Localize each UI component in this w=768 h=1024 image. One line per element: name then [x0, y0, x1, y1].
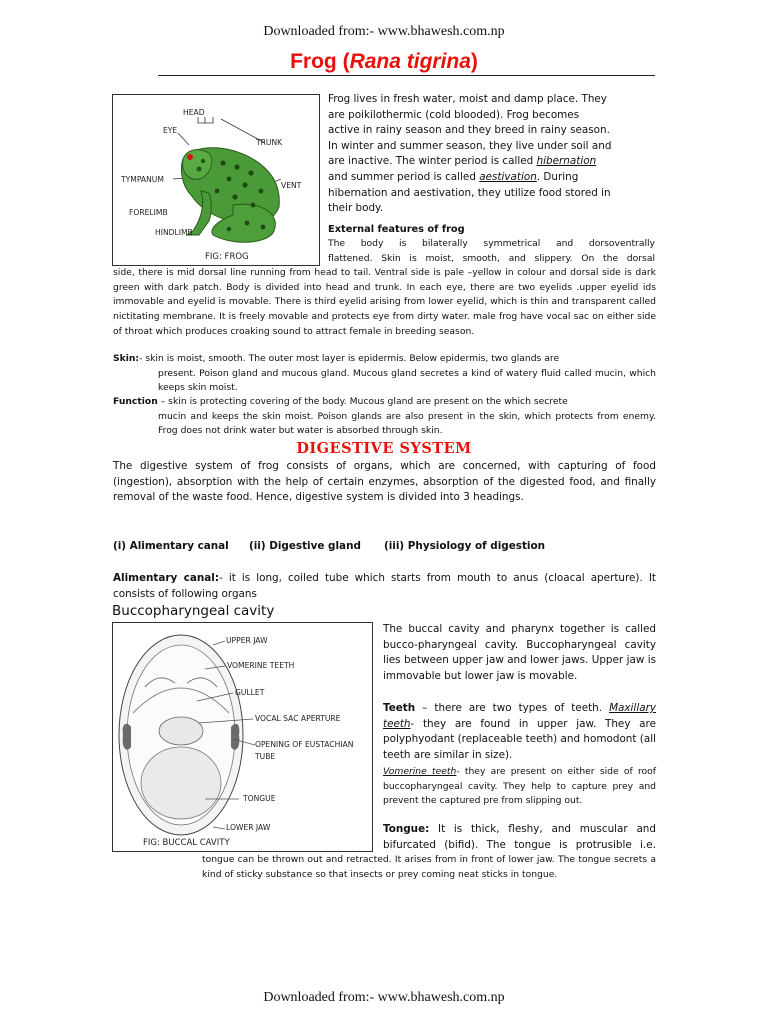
- function-paragraph: [113, 395, 656, 439]
- label-tube: TUBE: [255, 752, 276, 761]
- external-line: The body is bilaterally symmetrical and dorsoventrally: [328, 238, 655, 249]
- tongue-text: It is thick, fleshy, and muscular and: [429, 823, 656, 835]
- intro-paragraph: [328, 92, 655, 217]
- label-head: HEAD: [183, 108, 205, 117]
- term-vomerine-teeth: Vomerine teeth: [383, 766, 457, 777]
- vomerine-paragraph: [383, 765, 656, 809]
- term-maxillary-teeth: Maxillary teeth: [383, 702, 656, 730]
- skin-rest: present. Poison gland and mucous gland. Mucous gland secretes a kind of watery fluid called mucin, which keeps skin moist.: [158, 367, 656, 394]
- label-hindlimb: HINDLIMB: [155, 228, 193, 237]
- label-tympanum: TYMPANUM: [121, 175, 164, 184]
- frog-eye: [187, 154, 193, 160]
- page-footer: Downloaded from:- www.bhawesh.com.np: [263, 990, 505, 1005]
- function-rest: mucin and keeps the skin moist. Poison glands are also present in the skin, which protects from enemy. Frog does not drink water but water is absorbed through skin.: [158, 410, 656, 437]
- teeth-text: – there are two types of teeth.: [415, 702, 610, 714]
- teeth-paragraph: [383, 701, 656, 763]
- external-heading: External features of frog: [328, 224, 465, 235]
- intro-line: Frog lives in fresh water, moist and damp place. They: [328, 93, 607, 105]
- frog-tympanum: [196, 166, 201, 171]
- digestive-heading: DIGESTIVE SYSTEM: [296, 440, 472, 457]
- term-hibernation: hibernation: [536, 155, 597, 168]
- frog-figure: [112, 94, 320, 266]
- title-suffix: ): [470, 50, 478, 73]
- label-eye: EYE: [163, 126, 178, 135]
- label-forelimb: FORELIMB: [129, 208, 168, 217]
- title-species: Rana tigrina: [349, 50, 471, 73]
- bucco-heading: Buccopharyngeal cavity: [112, 603, 275, 619]
- intro-line: their body.: [328, 202, 384, 215]
- skin-label: Skin:: [113, 353, 140, 364]
- heading-alimentary: (i) Alimentary canal: [113, 540, 229, 552]
- skin-paragraph: [113, 352, 656, 396]
- tongue-line: [383, 822, 656, 838]
- label-vocal-sac: VOCAL SAC APERTURE: [255, 714, 341, 723]
- fig1-caption: FIG: FROG: [205, 252, 249, 262]
- intro-line: In winter and summer season, they live under soil and: [328, 139, 612, 152]
- digestive-paragraph: The digestive system of frog consists of organs, which are concerned, with capturing of food (ingestion), absorption with the help of certain enzymes, absorption of the digested food, and finally removal of the waste food. Hence, digestive system is divided into 3 headings.: [113, 460, 656, 504]
- external-line: flattened. Skin is moist, smooth, and slippery. On the dorsal: [328, 253, 655, 264]
- intro-line: . During: [536, 170, 579, 183]
- alimentary-paragraph: [113, 571, 656, 602]
- intro-line: and summer period is called: [328, 170, 480, 183]
- intro-line: are poikilothermic (cold blooded). Frog becomes: [328, 108, 580, 121]
- label-upper-jaw: UPPER JAW: [226, 636, 268, 645]
- skin-first-line: - skin is moist, smooth. The outer most layer is epidermis. Below epidermis, two glands are: [139, 353, 560, 364]
- tongue-label: Tongue:: [383, 823, 430, 835]
- bucco-paragraph: The buccal cavity and pharynx together is called bucco-pharyngeal cavity. Buccopharyngeal cavity lies between upper jaw and lower jaws. Upper jaw is immovable but lower jaw is movable.: [383, 623, 656, 682]
- heading-digestive-gland: (ii) Digestive gland: [249, 540, 361, 552]
- title-prefix: Frog (: [290, 50, 350, 73]
- label-lower-jaw: LOWER JAW: [226, 823, 271, 832]
- external-paragraph: side, there is mid dorsal line running from head to tail. Ventral side is pale –yellow in colour and dorsal side is dark green with dark patch. Body is divided into head and trunk. In each eye, there are two eyelids .upper eyelid ids immovable and eyelid is movable. There is third eyelid arising from lower eyelid, which is thin and transparent called nictitating membrane. It is freely movable and protects eye from dirty water. male frog have vocal sac on either side of throat which produces croaking sound to attract female in breeding season.: [113, 267, 656, 337]
- title-rule: [158, 75, 655, 76]
- alimentary-label: Alimentary canal:: [113, 572, 219, 584]
- vomerine-text: - they are present on either side of roof buccopharyngeal cavity. They help to capture prey and prevent the captured pre from slipping out.: [383, 766, 656, 807]
- alimentary-text: - it is long, coiled tube which starts from mouth to anus (cloacal aperture). It consists of following organs: [113, 572, 656, 600]
- buccal-figure: [112, 622, 373, 852]
- buccal-illustration: [113, 623, 372, 851]
- tongue-line: bifurcated (bifid). The tongue is protrusible i.e.: [383, 839, 656, 851]
- term-aestivation: aestivation: [479, 170, 537, 183]
- label-vomerine-teeth: VOMERINE TEETH: [227, 661, 295, 670]
- label-vent: VENT: [281, 181, 302, 190]
- tongue-paragraph: tongue can be thrown out and retracted. It arises from in front of lower jaw. The tongue secrets a kind of sticky substance so that insects or prey coming neat sticks in tongue.: [202, 854, 656, 880]
- label-gullet: GULLET: [235, 688, 265, 697]
- intro-line: are inactive. The winter period is called: [328, 155, 537, 168]
- intro-line: active in rainy season and they breed in rainy season.: [328, 124, 610, 137]
- page-title: [0, 50, 768, 74]
- page-header: Downloaded from:- www.bhawesh.com.np: [263, 24, 505, 39]
- label-tongue: TONGUE: [243, 794, 276, 803]
- intro-line: hibernation and aestivation, they utilize food stored in: [328, 186, 611, 199]
- teeth-text: - they are found in upper jaw. They are polyphyodant (replaceable teeth) and homodont (all teeth are similar in size).: [383, 717, 656, 761]
- function-label: Function: [113, 396, 158, 407]
- label-trunk: TRUNK: [256, 138, 283, 147]
- label-eustachian: OPENING OF EUSTACHIAN: [255, 740, 354, 749]
- heading-physiology: (iii) Physiology of digestion: [384, 540, 546, 552]
- teeth-label: Teeth: [383, 702, 416, 714]
- fig2-caption: FIG: BUCCAL CAVITY: [143, 838, 230, 848]
- function-first-line: – skin is protecting covering of the body. Mucous gland are present on the which secrete: [157, 396, 568, 407]
